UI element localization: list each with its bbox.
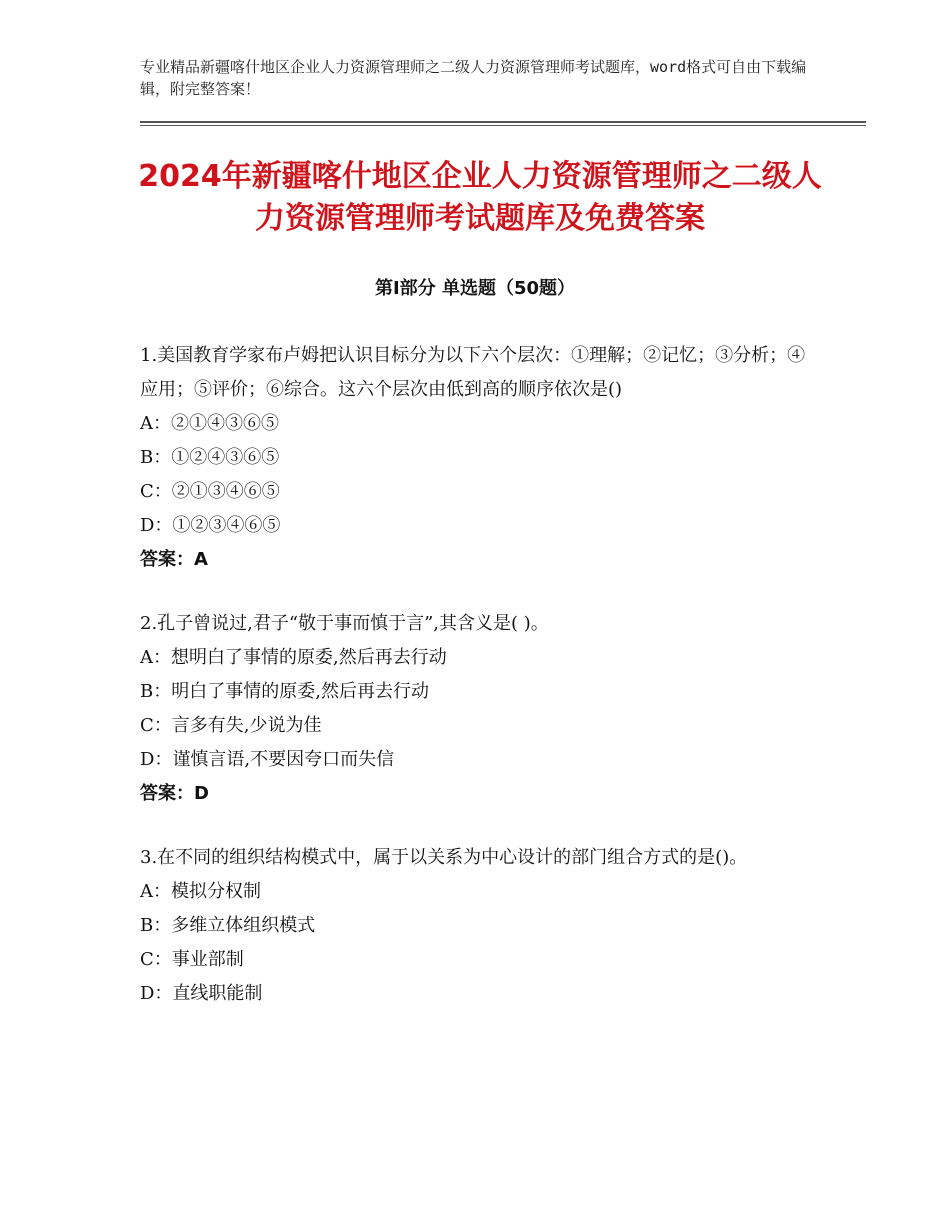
question-2: [140, 607, 820, 811]
option-d: D：①②③④⑥⑤: [140, 515, 281, 536]
option-b: B：明白了事情的原委,然后再去行动: [140, 681, 429, 702]
question-stem: 1.美国教育学家布卢姆把认识目标分为以下六个层次：①理解；②记忆；③分析；④应用；⑤评价；⑥综合。这六个层次由低到高的顺序依次是(): [140, 345, 806, 400]
header-rule-thin: [140, 125, 866, 126]
option-d: D：谨慎言语,不要因夸口而失信: [140, 749, 395, 770]
option-c: C：②①③④⑥⑤: [140, 481, 280, 502]
question-3: [140, 841, 820, 1011]
option-c: C：言多有失,少说为佳: [140, 715, 322, 736]
option-b: B：多维立体组织模式: [140, 915, 316, 936]
header-note: 专业精品新疆喀什地区企业人力资源管理师之二级人力资源管理师考试题库，word格式可自由下载编辑，附完整答案！: [140, 58, 807, 98]
question-list: [140, 339, 820, 1041]
header-rule-thick: [140, 121, 866, 123]
question-stem: 3.在不同的组织结构模式中，属于以关系为中心设计的部门组合方式的是()。: [140, 847, 748, 868]
question-stem: 2.孔子曾说过,君子“敬于事而慎于言”,其含义是( )。: [140, 613, 549, 634]
document-title: 2024年新疆喀什地区企业人力资源管理师之二级人力资源管理师考试题库及免费答案: [138, 159, 822, 236]
option-c: C：事业部制: [140, 949, 244, 970]
option-a: A：想明白了事情的原委,然后再去行动: [140, 647, 447, 668]
question-1: [140, 339, 820, 577]
option-a: A：模拟分权制: [140, 881, 261, 902]
option-a: A：②①④③⑥⑤: [140, 413, 279, 434]
option-b: B：①②④③⑥⑤: [140, 447, 280, 468]
section-title: 第Ⅰ部分 单选题（50题）: [374, 278, 575, 299]
answer: 答案：D: [140, 783, 209, 804]
answer: 答案：A: [140, 549, 208, 570]
option-d: D：直线职能制: [140, 983, 263, 1004]
